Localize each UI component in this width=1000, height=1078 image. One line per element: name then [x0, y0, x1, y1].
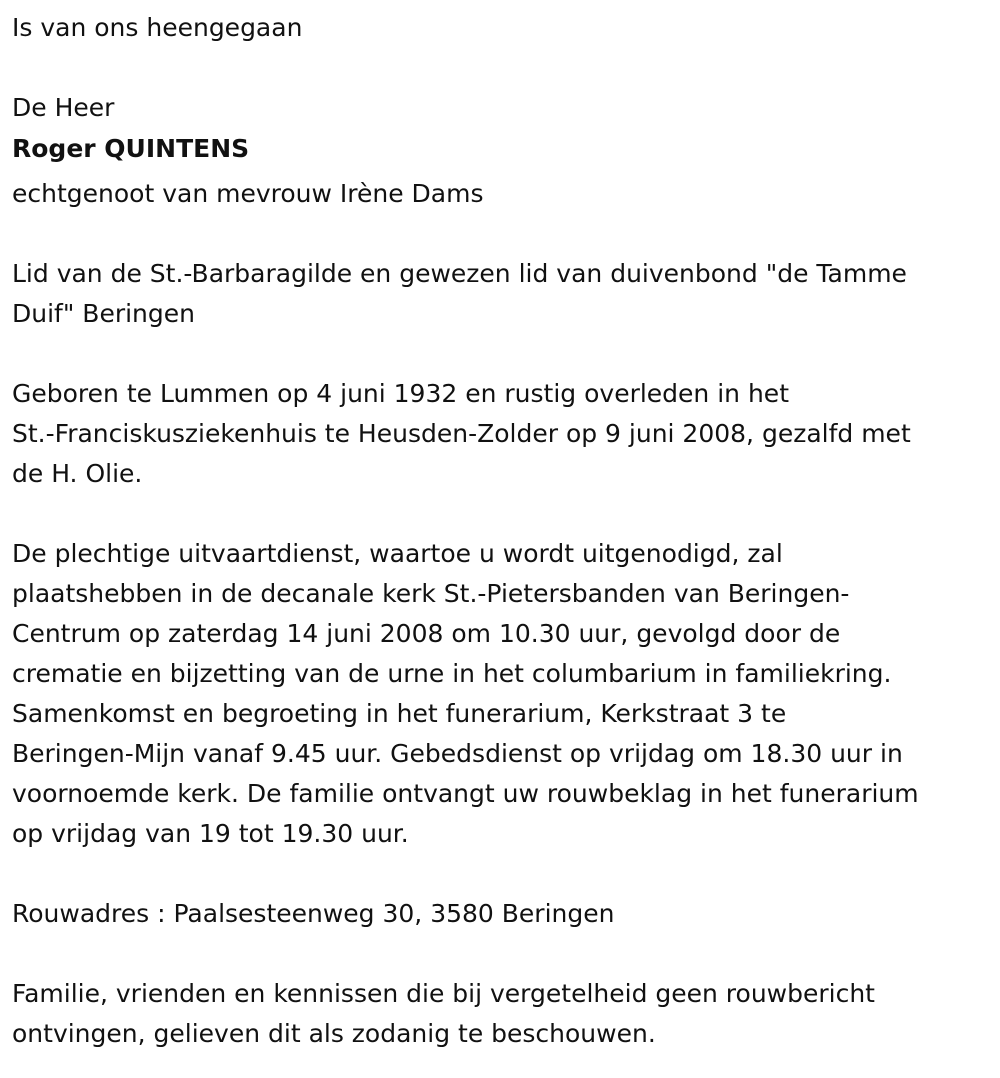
honorific: De Heer — [12, 93, 115, 122]
spacer — [12, 934, 988, 974]
birth-death-text: Geboren te Lummen op 4 juni 1932 en rustig overleden in het St.-Franciskusziekenhuis te Heusden-Zolder op 9 juni 2008, gezalfd met de H. Olie. — [12, 379, 911, 488]
spacer — [12, 334, 988, 374]
intro-text: Is van ons heengegaan — [12, 13, 303, 42]
death-notice — [12, 8, 988, 1054]
spacer — [12, 48, 988, 88]
closing-text: Familie, vrienden en kennissen die bij vergetelheid geen rouwbericht ontvingen, gelieven dit als zodanig te beschouwen. — [12, 979, 875, 1048]
spacer — [12, 494, 988, 534]
deceased-name: Roger QUINTENS — [12, 134, 250, 163]
funeral-text: De plechtige uitvaartdienst, waartoe u wordt uitgenodigd, zal plaatshebben in de decanale kerk St.-Pietersbanden van Beringen- Centrum op zaterdag 14 juni 2008 om 10.30 uur, gevolgd door de crematie en bijzetting van de urne in het columbarium in familiekring. Samenkomst en begroeting in het funerarium, Kerkstraat 3 te Beringen-Mijn vanaf 9.45 uur. Gebedsdienst op vrijdag om 18.30 uur in voornoemde kerk. De familie ontvangt uw rouwbeklag in het funerarium op vrijdag van 19 tot 19.30 uur. — [12, 539, 919, 848]
spouse-text: echtgenoot van mevrouw Irène Dams — [12, 179, 484, 208]
membership-text: Lid van de St.-Barbaragilde en gewezen lid van duivenbond "de Tamme Duif" Beringen — [12, 259, 907, 328]
spacer — [12, 214, 988, 254]
spacer — [12, 854, 988, 894]
address-text: Rouwadres : Paalsesteenweg 30, 3580 Beringen — [12, 899, 615, 928]
